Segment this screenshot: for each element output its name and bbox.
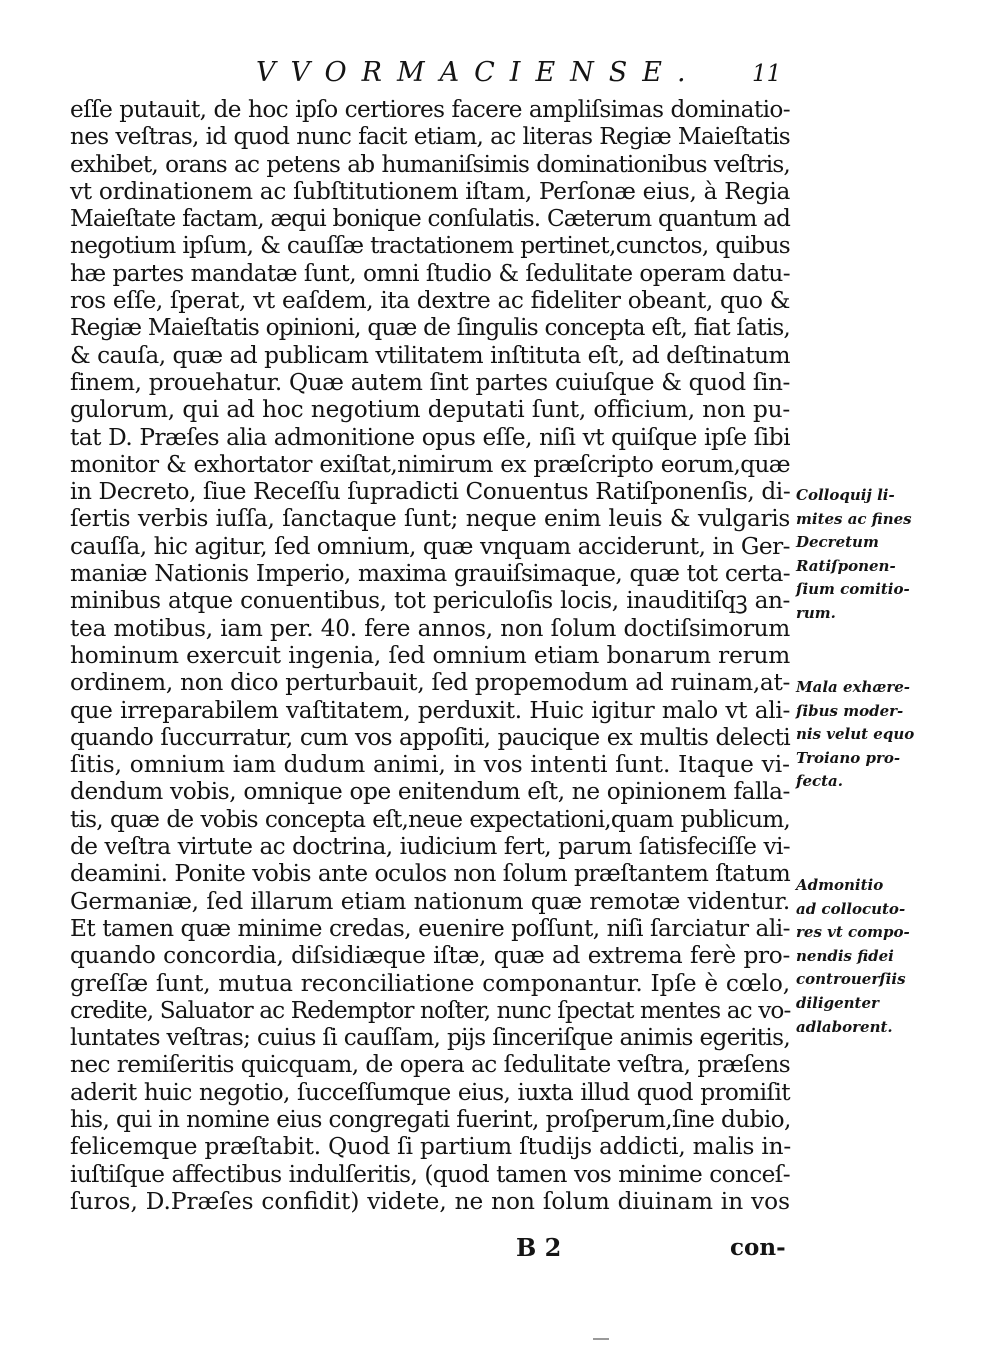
text-line: & cauſa, quæ ad publicam vtilitatem inſtituta eſt, ad deſtinatum [70, 341, 790, 369]
catchword: con- [730, 1234, 786, 1261]
text-line: tat D. Præſes alia admonitione opus eſſe, niſi vt quiſque ipſe ſibi [70, 423, 790, 451]
text-line: greſſæ ſunt, mutua reconciliatione componantur. Ipſe è cœlo, [70, 969, 790, 997]
page-footer [0, 1232, 1000, 1272]
text-line: de veſtra virtute ac doctrina, iudicium fert, parum ſatisfeciſſe vi- [70, 833, 790, 861]
text-line: minibus atque conuentibus, tot periculoſis locis, inauditiſqꝫ an- [70, 587, 790, 615]
text-line: eſſe putauit, de hoc ipſo certiores facere ampliſsimas dominatio- [70, 96, 790, 123]
text-line: quando ſuccurratur, cum vos appoſiti, paucique ex multis delecti [70, 723, 790, 751]
margin-note-line: Admonitio [796, 876, 884, 894]
text-line: tea motibus, iam per. 40. fere annos, non ſolum doctiſsimorum [70, 614, 790, 642]
margin-note-line: controuerſiis [796, 970, 906, 989]
text-line: luntates veſtras; cuius ſi cauſſam, pijs ſinceriſque animis egeritis, [70, 1024, 790, 1052]
text-line: his, qui in nomine eius congregati fuerint, proſperum,ſine dubio, [70, 1105, 791, 1133]
margin-note-mala-exheresibus [796, 676, 996, 794]
text-line: gulorum, qui ad hoc negotium deputati ſunt, officium, non pu- [70, 396, 790, 424]
text-line: tis, quæ de vobis concepta eſt,neue expectationi,quam publicum, [70, 805, 790, 833]
text-line: negotium ipſum, & cauſſæ tractationem pertinet,cunctos, quibus [70, 232, 790, 260]
text-line: hæ partes mandatæ ſunt, omni ſtudio & ſedulitate operam datu- [70, 259, 790, 287]
margin-note-line: mites ac fines [796, 509, 912, 528]
text-line: ſuros, D.Præſes confidit) videte, ne non ſolum diuinam in vos [70, 1187, 790, 1215]
margin-note-line: Mala exhære- [796, 678, 911, 696]
text-line: Regiæ Maieſtatis opinioni, quæ de ſingulis concepta eſt, fiat ſatis, [70, 314, 790, 342]
text-line: in Decreto, ſiue Receſſu ſupradicti Conuentus Ratiſponenſis, di- [70, 478, 791, 506]
running-head-title: VVORMACIENSE. [256, 57, 701, 88]
text-line: exhibet, orans ac petens ab humaniſsimis dominationibus veſtris, [70, 150, 790, 178]
text-line: nes veſtras, id quod nunc facit etiam, ac literas Regiæ Maieſtatis [70, 123, 790, 151]
text-line: felicemque præſtabit. Quod ſi partium ſtudijs addicti, malis in- [70, 1133, 791, 1161]
margin-note-line: Decretum [796, 533, 879, 552]
text-line: nec remiſeritis quicquam, de opera ac ſedulitate veſtra, præſens [70, 1051, 790, 1079]
margin-note-colloquium-limits [796, 484, 996, 626]
margin-note-line: nendis fidei [796, 946, 894, 965]
margin-note-line: rum. [796, 603, 836, 622]
text-line: maniæ Nationis Imperio, maxima grauiſsimaque, quæ tot certa- [70, 560, 790, 588]
text-line: aderit huic negotio, ſucceſſumque eius, iuxta illud quod promiſit [70, 1078, 790, 1106]
page-number: 11 [752, 61, 782, 87]
text-line: cauſſa, hic agitur, ſed omnium, quæ vnquam acciderunt, in Ger- [70, 532, 790, 560]
text-line: hominum exercuit ingenia, ſed omnium etiam bonarum rerum [70, 641, 790, 669]
signature-mark: B 2 [516, 1233, 562, 1262]
margin-note-line: Troiano pro- [796, 748, 901, 767]
text-line: Et tamen quæ minime credas, euenire poſſunt, niſi ſarciatur ali- [70, 914, 790, 942]
text-line: ros eſſe, ſperat, vt eaſdem, ita dextre ac fideliter obeant, quo & [70, 287, 790, 315]
margin-note-line: Ratiſponen- [796, 556, 896, 575]
margin-note-line: ad collocuto- [796, 899, 906, 918]
text-line: dendum vobis, omnique ope enitendum eſt, ne opinionem falla- [70, 778, 790, 806]
text-line: ſitis, omnium iam dudum animi, in vos intenti ſunt. Itaque vi- [70, 751, 790, 779]
margin-note-line: fecta. [796, 772, 843, 791]
margin-note-line: adlaborent. [796, 1017, 893, 1036]
text-line: credite, Saluator ac Redemptor noſter, nunc ſpectat mentes ac vo- [70, 996, 791, 1024]
text-line: ordinem, non dico perturbauit, ſed propemodum ad ruinam,at- [70, 669, 790, 697]
text-line: Germaniæ, ſed illarum etiam nationum quæ remotæ videntur. [70, 887, 790, 915]
margin-note-line: ſium comitio- [796, 580, 910, 599]
body-text [70, 96, 790, 1215]
text-line: Maieſtate factam, æqui bonique conſulatis. Cæterum quantum ad [70, 205, 790, 233]
margin-note-line: diligenter [796, 993, 879, 1012]
text-line: deamini. Ponite vobis ante oculos non ſolum præſtantem ſtatum [70, 860, 791, 888]
text-line: vt ordinationem ac ſubſtitutionem iſtam, Perſonæ eius, à Regia [70, 177, 790, 205]
text-line: que irreparabilem vaſtitatem, perduxit. Huic igitur malo vt ali- [70, 696, 790, 724]
margin-note-admonitio [796, 874, 996, 1039]
text-line: ſertis verbis iuſſa, ſanctaque ſunt; neque enim leuis & vulgaris [70, 505, 790, 533]
running-head [0, 56, 1000, 96]
ink-speck [593, 1338, 609, 1340]
text-line: iuſtiſque affectibus indulſeritis, (quod tamen vos minime conceſ- [70, 1160, 790, 1188]
text-line: quando concordia, diſsidiæque iſtæ, quæ ad extrema ferè pro- [70, 942, 790, 970]
text-line: monitor & exhortator exiſtat,nimirum ex præſcripto eorum,quæ [70, 450, 790, 478]
text-line: finem, prouehatur. Quæ autem ſint partes cuiuſque & quod ſin- [70, 368, 790, 396]
margin-note-line: nis velut equo [796, 725, 915, 744]
margin-note-line: ſibus moder- [796, 701, 904, 720]
margin-note-line: Colloquij li- [796, 486, 895, 504]
margin-note-line: res vt compo- [796, 923, 910, 942]
